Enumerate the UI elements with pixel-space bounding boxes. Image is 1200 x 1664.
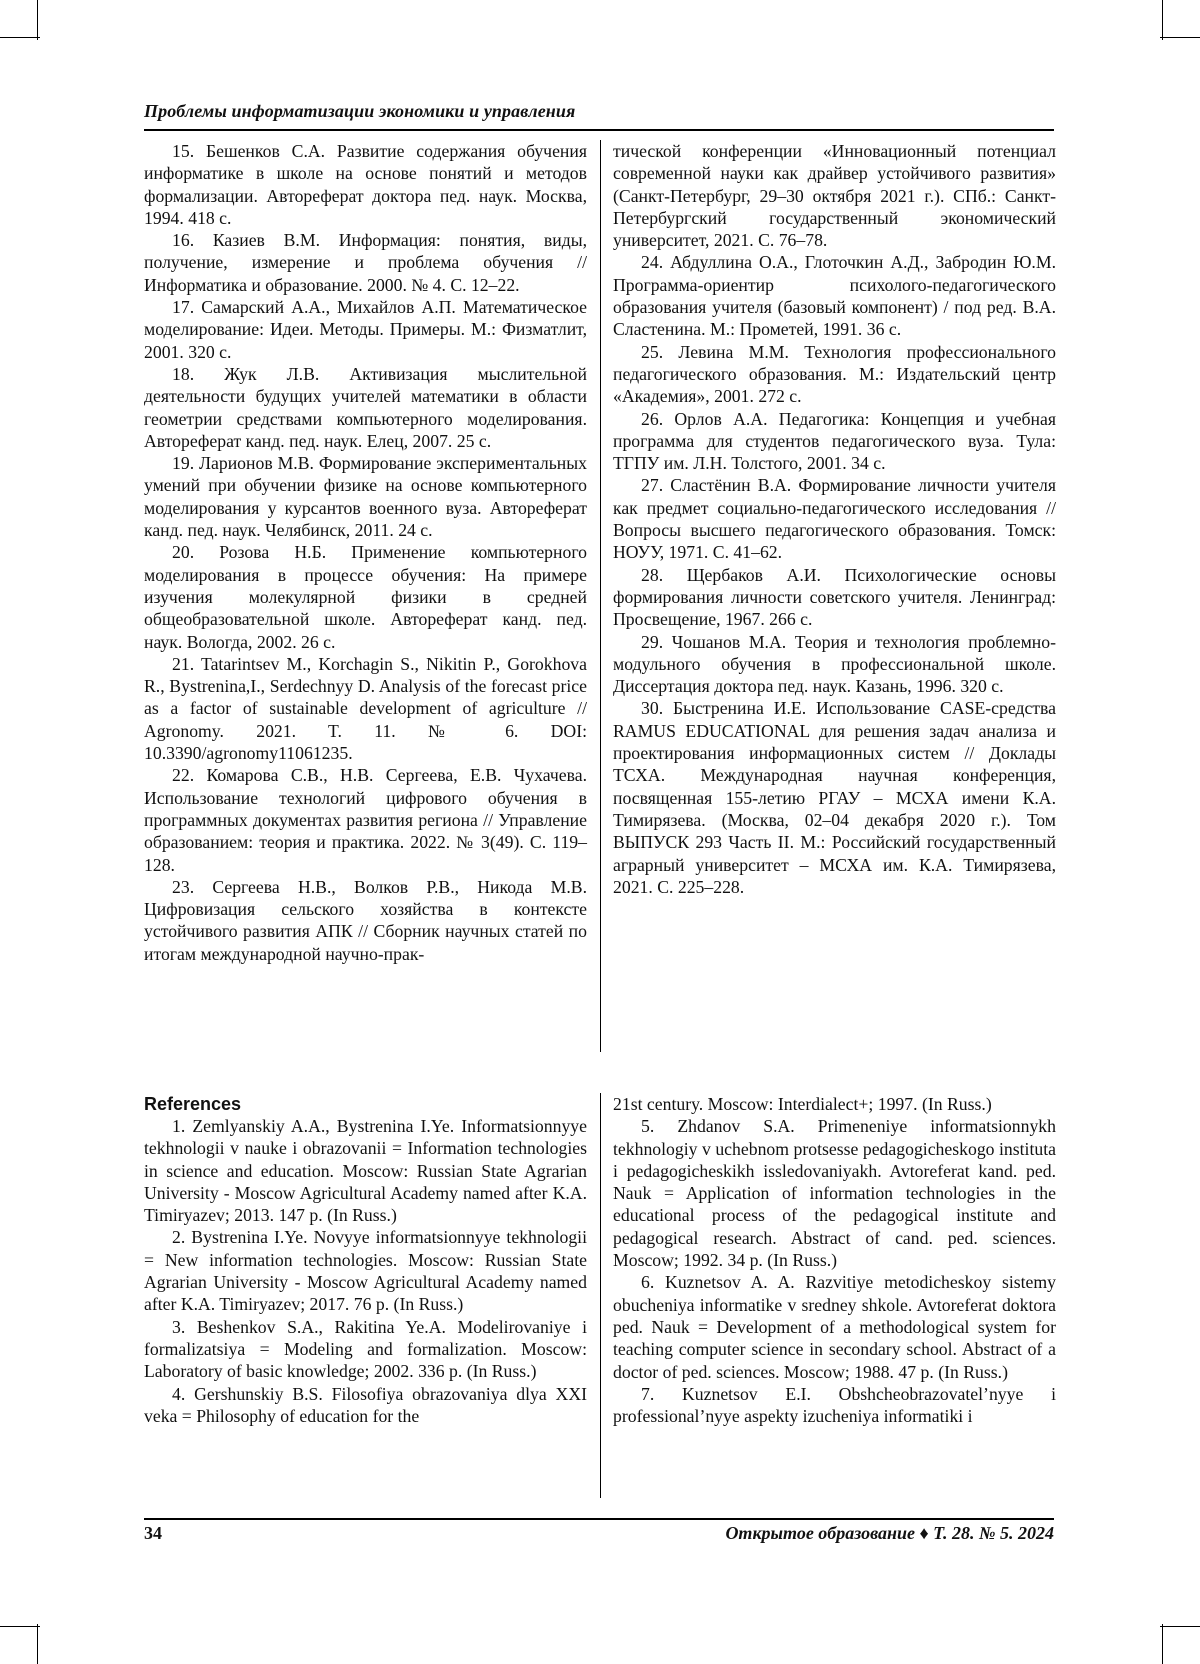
reference-entry: 1. Zemlyanskiy A.A., Bystrenina I.Ye. Informatsionnyye tekhnologii v nauke i obrazovanii = Information technologies in science and education. Moscow: Russian State Agrarian University - Moscow Agricultural Academy named after K.A. Timiryazev; 2013. 147 p. (In Russ.) bbox=[144, 1116, 587, 1226]
en-refs-left-list bbox=[144, 1115, 587, 1427]
reference-entry: 17. Самарский А.А., Михайлов А.П. Математическое моделирование: Идеи. Методы. Примеры. М.: Физматлит, 2001. 320 с. bbox=[144, 297, 587, 362]
en-refs-right-column bbox=[613, 1093, 1056, 1427]
crop-mark bbox=[1162, 0, 1163, 40]
reference-entry: 24. Абдуллина О.А., Глоточкин А.Д., Забродин Ю.М. Программа-ориентир психолого-педагогического образования учителя (базовый компонент) / под ред. В.А. Сластенина. М.: Прометей, 1991. 36 с. bbox=[613, 252, 1056, 340]
reference-entry: 30. Быстренина И.Е. Использование CASE-средства RAMUS EDUCATIONAL для решения задач анализа и проектирования информационных систем // Доклады ТСХА. Международная научная конференция, посвященная 155-летию РГАУ – МСХА имени К.А. Тимирязева. (Москва, 02–04 декабря 2020 г.). Том ВЫПУСК 293 Часть II. М.: Российский государственный аграрный университет – МСХА им. К.А. Тимирязева, 2021. С. 225–228. bbox=[613, 698, 1056, 897]
reference-entry: 21. Tatarintsev M., Korchagin S., Nikitin P., Gorokhova R., Bystrenina,I., Serdechnyy D. Analysis of the forecast price as a factor of sustainable development of agriculture // Agronomy. 2021. T. 11. № 6. DOI: 10.3390/agronomy11061235. bbox=[144, 653, 587, 764]
reference-entry: 21st century. Moscow: Interdialect+; 1997. (In Russ.) bbox=[613, 1094, 992, 1114]
header-rule bbox=[144, 129, 1054, 131]
crop-mark bbox=[1162, 1624, 1163, 1664]
ru-refs-left-column bbox=[144, 140, 587, 965]
reference-entry: 25. Левина М.М. Технология профессионального педагогического образования. М.: Издательский центр «Академия», 2001. 272 с. bbox=[613, 341, 1056, 407]
references-heading: References bbox=[144, 1094, 242, 1114]
reference-entry: 6. Kuznetsov A. A. Razvitiye metodicheskoy sistemy obucheniya informatike v sredney shkole. Avtoreferat doktora ped. Nauk = Development of a methodological system for teaching computer science in secondary school. Abstract of a doctor of ped. sciences. Moscow; 1988. 47 p. (In Russ.) bbox=[613, 1272, 1056, 1382]
reference-entry: 26. Орлов А.А. Педагогика: Концепция и учебная программа для студентов педагогического вуза. Тула: ТГПУ им. Л.Н. Толстого, 2001. 34 с. bbox=[613, 408, 1056, 474]
column-divider bbox=[600, 1093, 601, 1498]
reference-entry: тической конференции «Инновационный потенциал современной науки как драйвер устойчивого развития» (Санкт-Петербург, 29–30 октября 2021 г.). СПб.: Санкт-Петербургский государственный экономический университет, 2021. С. 76–78. bbox=[613, 141, 1056, 251]
page-number: 34 bbox=[144, 1523, 162, 1543]
en-refs-left-column bbox=[144, 1093, 587, 1427]
journal-info: Открытое образование ♦ Т. 28. № 5. 2024 bbox=[725, 1523, 1054, 1543]
reference-entry: 19. Ларионов М.В. Формирование экспериментальных умений при обучении физике на основе компьютерного моделирования у курсантов военного вуза. Автореферат канд. пед. наук. Челябинск, 2011. 24 с. bbox=[144, 453, 587, 541]
crop-mark bbox=[0, 1626, 40, 1627]
crop-mark bbox=[37, 0, 38, 40]
reference-entry: 29. Чошанов М.А. Теория и технология проблемно-модульного обучения в профессиональной школе. Диссертация доктора пед. наук. Казань, 1996. 320 с. bbox=[613, 631, 1056, 697]
footer-rule bbox=[144, 1518, 1054, 1520]
reference-entry: 4. Gershunskiy B.S. Filosofiya obrazovaniya dlya XXI veka = Philosophy of education for the bbox=[144, 1383, 587, 1426]
reference-entry: 28. Щербаков А.И. Психологические основы формирования личности советского учителя. Ленинград: Просвещение, 1967. 266 с. bbox=[613, 564, 1056, 630]
reference-entry: 7. Kuznetsov E.I. Obshcheobrazovatel’nyye i professional’nyye aspekty izucheniya informatiki i bbox=[613, 1383, 1056, 1427]
reference-entry: 22. Комарова С.В., Н.В. Сергеева, Е.В. Чухачева. Использование технологий цифрового обучения в программных документах развития региона // Управление образованием: теория и практика. 2022. № 3(49). С. 119–128. bbox=[144, 765, 587, 875]
reference-entry: 5. Zhdanov S.A. Primeneniye informatsionnykh tekhnologiy v uchebnom protsesse pedagogicheskogo instituta i pedagogicheskikh issledovaniyakh. Avtoreferat kand. ped. Nauk = Application of information technologies in the educational process of the pedagogical institute and pedagogical research. Abstract of cand. ped. sciences. Moscow; 1992. 34 p. (In Russ.) bbox=[613, 1116, 1056, 1271]
reference-entry: 3. Beshenkov S.A., Rakitina Ye.A. Modelirovaniye i formalizatsiya = Modeling and formalization. Moscow: Laboratory of basic knowledge; 2002. 336 p. (In Russ.) bbox=[144, 1316, 587, 1382]
column-divider bbox=[600, 140, 601, 1052]
reference-entry: 18. Жук Л.В. Активизация мыслительной деятельности будущих учителей математики в области геометрии средствами компьютерного моделирования. Автореферат канд. пед. наук. Елец, 2007. 25 с. bbox=[144, 363, 587, 451]
reference-entry: 27. Сластёнин В.А. Формирование личности учителя как предмет социально-педагогического исследования // Вопросы высшего педагогического образования. Томск: НОУУ, 1971. С. 41–62. bbox=[613, 475, 1056, 563]
running-header: Проблемы информатизации экономики и управления bbox=[144, 101, 576, 121]
crop-mark bbox=[1160, 37, 1200, 38]
crop-mark bbox=[1160, 1626, 1200, 1627]
reference-entry: 15. Бешенков С.А. Развитие содержания обучения информатике в школе на основе понятий и методов формализации. Автореферат доктора пед. наук. Москва, 1994. 418 с. bbox=[144, 141, 587, 228]
reference-entry: 20. Розова Н.Б. Применение компьютерного моделирования в процессе обучения: На примере изучения молекулярной физики в средней общеобразовательной школе. Автореферат канд. пед. наук. Вологда, 2002. 26 с. bbox=[144, 542, 587, 652]
reference-entry: 16. Казиев В.М. Информация: понятия, виды, получение, измерение и проблема обучения // Информатика и образование. 2000. № 4. С. 12–22. bbox=[144, 230, 587, 295]
crop-mark bbox=[37, 1624, 38, 1664]
reference-entry: 23. Сергеева Н.В., Волков Р.В., Никода М.В. Цифровизация сельского хозяйства в контексте устойчивого развития АПК // Сборник научных статей по итогам международной научно-прак- bbox=[144, 876, 587, 964]
reference-entry: 2. Bystrenina I.Ye. Novyye informatsionnyye tekhnologii = New information technologies. Moscow: Russian State Agrarian University - Moscow Agricultural Academy named after K.A. Timiryazev; 2017. 76 p. (In Russ.) bbox=[144, 1227, 587, 1315]
crop-mark bbox=[0, 37, 40, 38]
ru-refs-right-column bbox=[613, 140, 1056, 898]
